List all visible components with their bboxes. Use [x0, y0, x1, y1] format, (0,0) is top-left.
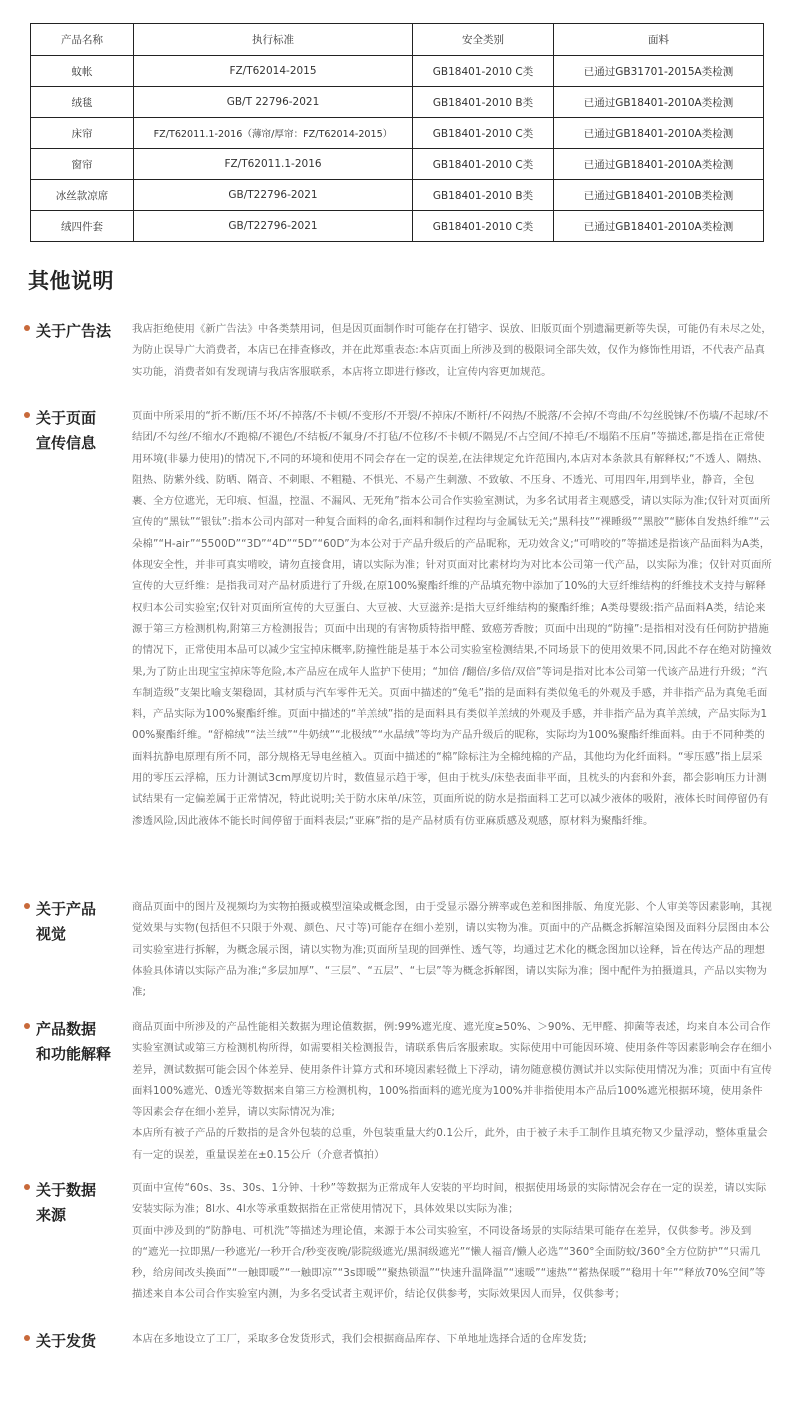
- cell-fabric: 已通过GB31701-2015A类检测: [554, 56, 764, 87]
- cell-fabric: 已通过GB18401-2010B类检测: [554, 180, 764, 211]
- table-row: [31, 87, 764, 118]
- table-row: [31, 56, 764, 87]
- note-body: [132, 406, 772, 832]
- cell-standard: FZ/T62014-2015: [134, 56, 413, 87]
- cell-standard: GB/T 22796-2021: [134, 87, 413, 118]
- note-heading: 关于广告法: [36, 322, 112, 340]
- header-fabric: 面料: [554, 24, 764, 56]
- cell-safety: GB18401-2010 C类: [413, 149, 554, 180]
- note-paragraph: 我店拒绝使用《新广告法》中各类禁用词，但是因页面制作时可能存在打错字、误放、旧版页面个别遗漏更新等失误，可能仍有未尽之处，为防止误导广大消费者，本店已在排查修改，并在此郑重表态:本店页面上所涉及到的极限词全部失效，仅作为修饰性用语，不代表产品真实功能，消费者如有发现请与我店客服联系，本店将立即进行修改，让宣传内容更加规范。: [132, 323, 772, 378]
- bullet-dot-icon: [24, 903, 30, 909]
- cell-standard: GB/T22796-2021: [134, 211, 413, 242]
- note-body: [132, 897, 772, 1003]
- section-title: 其他说明: [28, 269, 114, 293]
- header-safety-class: 安全类别: [413, 24, 554, 56]
- note-heading: 关于产品 视觉: [36, 900, 97, 943]
- bullet-dot-icon: [24, 412, 30, 418]
- note-paragraph: 页面中涉及到的“防静电、可机洗”等描述为理论值，来源于本公司实验室，不同设备场景的实际结果可能存在差异，仅供参考。涉及到的“遮光一拉即黑/一秒遮光/一秒开合/秒变夜晚/影院级遮光/黑洞级遮光”“懒人福音/懒人必选”“360°全面防蚊/360°全方位防护”“只需几秒，给房间改头换面”“一触即暖”“一触即凉”“3s即暖”“聚热锁温”“快速升温降温”“速暖”“速热”“蓄热保暖”“稳用十年”“释放70%空间”等描述来自本公司合作实验室内测，为多名受试者主观评价，结论仅供参考，实际效果因人而异，仅供参考；: [132, 1224, 766, 1301]
- table-row: [31, 118, 764, 149]
- cell-safety: GB18401-2010 B类: [413, 180, 554, 211]
- cell-product: 绒四件套: [31, 211, 134, 242]
- table-header-row: [31, 24, 764, 56]
- cell-safety: GB18401-2010 C类: [413, 211, 554, 242]
- note-body: [132, 1017, 772, 1166]
- cell-fabric: 已通过GB18401-2010A类检测: [554, 87, 764, 118]
- cell-product: 床帘: [31, 118, 134, 149]
- note-paragraph: 本店在多地设立了工厂，采取多仓发货形式，我们会根据商品库存、下单地址选择合适的仓库发货;: [132, 1333, 587, 1345]
- header-product-name: 产品名称: [31, 24, 134, 56]
- note-heading: 关于数据 来源: [36, 1181, 97, 1224]
- bullet-dot-icon: [24, 325, 30, 331]
- cell-safety: GB18401-2010 B类: [413, 87, 554, 118]
- cell-standard: FZ/T62011.1-2016（薄帘/厚帘：FZ/T62014-2015）: [134, 118, 413, 149]
- note-paragraph: 页面中所采用的“折不断/压不坏/不掉落/不卡顿/不变形/不开裂/不掉床/不断杆/不闷热/不脱落/不会掉/不弯曲/不勾丝脱铼/不伤墙/不起球/不结团/不勾丝/不缩水/不跑棉/不褪色/不结板/不氟身/不打毡/不位移/不卡顿/不隔晃/不占空间/不掉毛/不塌陷不压肩”等描述,都是指在正常使用环境(非暴力使用)的情况下,不同的环境和使用不同会存在一定的误差,在法律规定允许范围内,本店对本条款具有解释权;“不透人、隔热、阻热、防紫外线、防晒、隔音、不刺眼、不粗糙、不惧光、不易产生刺激、不致敏、不压身、不透光、可用四年,用到毕业，静音，全包裹、全方位遮光，无印痕、恒温，控温、不漏风、无死角”指本公司合作实验室测试，为多名试用者主观感受，请以实际为准;仅针对页面所宣传的“黑钛”“银钛”:指本公司内部对一种复合面料的命名,面料和制作过程均与金属钛无关;“黑科技”“裸睡级”“黑胶”“膨体自发热纤维”“云朵棉”“H-air”“5500D”“3D”“4D”“5D”“60D”为本公对于产品升级后的产品昵称，无功效含义;“可啃咬的”等描述是指该产品面料为A类，体现安全性，并非可真实啃咬，请勿直接食用，请以实际为准；针对页面对比素材均为对比本公司第一代产品，以实际为准；仅针对页面所宣传的大豆纤维：是指我司对产品材质进行了升级,在原100%聚酯纤维的产品填充物中添加了10%的大豆纤维结构的纤维技术支持与解释权归本公司实验室;仅针对页面所宣传的大豆蛋白、大豆被、大豆滋养:是指大豆纤维结构的聚酯纤维；A类母婴级:指产品面料A类，结论来源于第三方检测机构,附第三方检测报告；页面中出现的有害物质特指甲醛、致癌芳香胺；页面中出现的“防撞”:是指相对没有任何防护措施的情况下，正常使用本品可以减少宝宝掉床概率,防撞性能是基于本公司实验室检测结果,不同场景下的使用效果不同,因此不存在绝对防撞效果,为了防止出现宝宝掉床等危险,本产品应在成年人监护下使用；“加倍 /翻倍/多倍/双倍”等词是指对比本公司第一代该产品进行升级；“汽车制造级”支架比喻支架稳固，其材质与汽车零件无关。页面中描述的“兔毛”指的是面料有类似兔毛的外观及手感，并非指产品为真兔毛面料，产品实际为100%聚酯纤维。页面中描述的“羊羔绒”指的是面料具有类似羊羔绒的外观及手感，并非指产品为真羊羔绒，产品实际为100%聚酯纤维。“舒棉绒”“法兰绒”“牛奶绒”“北极绒”“水晶绒”等均为产品升级后的昵称，实际均为100%聚酯纤维面料。由于不同种类的面料抗静电原理有所不同，部分规格无导电丝植入。页面中描述的“棉”除标注为全棉纯棉的产品，其他均为化纤面料。“零压感”指上层采用的零压云浮棉，压力计测试3cm厚度切片时，数值显示趋于零，但由于枕头/床垫表面非平面，且枕头的内套和外套，都会影响压力计测试结果有一定偏差属于正常情况，特此说明;关于防水床单/床笠，页面所说的防水是指面料工艺可以减少液体的吸附，液体长时间停留仍有渗透风险,因此液体不能长时间停留于面料表层;“亚麻”指的是产品材质有仿亚麻质感及观感，原材料为聚酯纤维。: [132, 410, 772, 827]
- note-paragraph: 商品页面中所涉及的产品性能相关数据为理论值数据，例:99%遮光度、遮光度≥50%、＞90%、无甲醛、抑菌等表述，均来自本公司合作实验室测试或第三方检测机构所得，如需要相关检测报告，请联系售后客服索取。实际使用中可能因环境、使用条件等因素影响会存在细小差异，测试数据可能会因个体差异、使用条件计算方式和环境因素轻微上下浮动，请勿随意模仿测试并以实际使用情况为准；页面中有宣传面料100%遮光、0透光等数据来自第三方检测机构，100%指面料的遮光度为100%并非指使用本产品后100%遮光根据环境，使用条件等因素会存在细小差异，请以实际情况为准;: [132, 1021, 772, 1119]
- note-paragraph: 页面中宣传“60s、3s、30s、1分钟、十秒”等数据为正常成年人安装的平均时间，根据使用场景的实际情况会存在一定的误差，请以实际安装实际为准；8l水、4l水等承重数据指在正常使用情况下，具体效果以实际为准；: [132, 1182, 767, 1216]
- note-heading: 关于页面 宣传信息: [36, 409, 97, 452]
- cell-safety: GB18401-2010 C类: [413, 56, 554, 87]
- cell-product: 冰丝款凉席: [31, 180, 134, 211]
- bullet-dot-icon: [24, 1023, 30, 1029]
- table-row: [31, 180, 764, 211]
- cell-product: 窗帘: [31, 149, 134, 180]
- note-body: [132, 1329, 772, 1350]
- cell-fabric: 已通过GB18401-2010A类检测: [554, 118, 764, 149]
- note-paragraph: 商品页面中的图片及视频均为实物拍摄或模型渲染或概念图，由于受显示器分辨率或色差和图排版、角度光影、个人审美等因素影响，其视觉效果与实物(包括但不只限于外观、颜色、尺寸等)可能存在细小差别，请以实物为准。页面中的产品概念拆解渲染图及面料分层图由本公司实验室进行拆解，为概念展示图，请以实物为准;页面所呈现的回弹性、透气等，均通过艺术化的概念图加以诠释，旨在传达产品的理想体验具体请以实际产品为准;“多层加厚”、“三层”、“五层”、“七层”等为概念拆解图，请以实际为准；图中配件为拍摄道具，产品以实物为准;: [132, 901, 772, 999]
- cell-product: 蚊帐: [31, 56, 134, 87]
- note-heading: 产品数据 和功能解释: [36, 1020, 112, 1063]
- bullet-dot-icon: [24, 1335, 30, 1341]
- note-body: [132, 319, 772, 383]
- bullet-dot-icon: [24, 1184, 30, 1190]
- cell-product: 绒毯: [31, 87, 134, 118]
- cell-standard: GB/T22796-2021: [134, 180, 413, 211]
- cell-fabric: 已通过GB18401-2010A类检测: [554, 211, 764, 242]
- table-row: [31, 211, 764, 242]
- note-paragraph: 本店所有被子产品的斤数指的是含外包装的总重，外包装重量大约0.1公斤，此外，由于被子未手工制作且填充物又少量浮动，整体重量会有一定的误差，重量误差在±0.15公斤（介意者慎拍）: [132, 1127, 768, 1161]
- spec-table: [30, 23, 764, 242]
- note-body: [132, 1178, 772, 1306]
- table-row: [31, 149, 764, 180]
- cell-standard: FZ/T62011.1-2016: [134, 149, 413, 180]
- note-heading: 关于发货: [36, 1332, 97, 1350]
- cell-fabric: 已通过GB18401-2010A类检测: [554, 149, 764, 180]
- cell-safety: GB18401-2010 C类: [413, 118, 554, 149]
- header-standard: 执行标准: [134, 24, 413, 56]
